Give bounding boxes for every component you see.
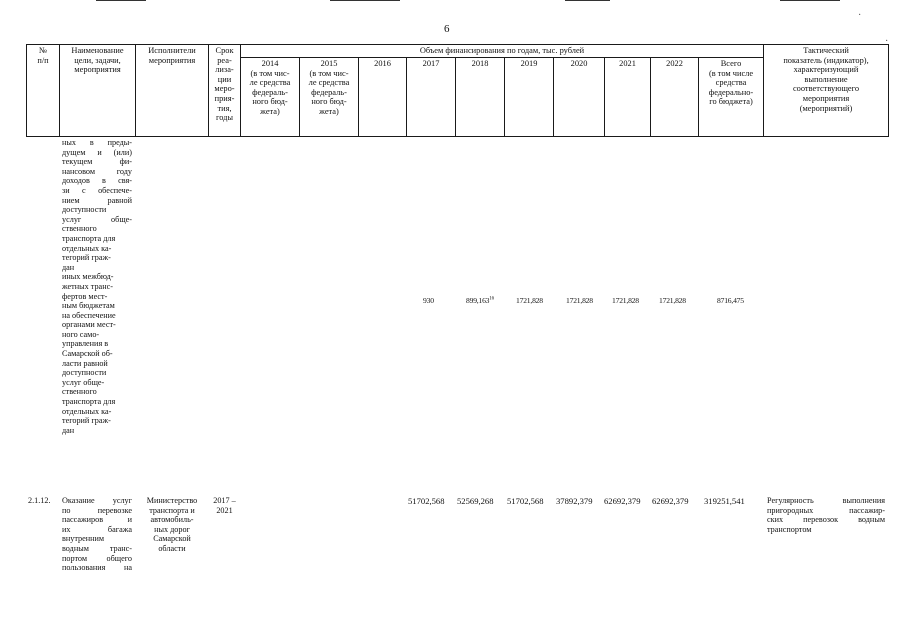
page-number: 6 bbox=[444, 23, 450, 35]
scan-artifact-line bbox=[565, 0, 610, 1]
value-2018: 52569,268 bbox=[457, 496, 494, 506]
header-name: Наименование цели, задачи, мероприятия bbox=[71, 46, 124, 75]
value-2022: 62692,379 bbox=[652, 496, 689, 506]
scan-speck: · bbox=[885, 36, 889, 47]
value-2022: 1721,828 bbox=[659, 296, 686, 305]
header-2014: 2014 (в том чис- ле средства федераль- ного бюд- жета) bbox=[249, 59, 291, 116]
value-2020: 1721,828 bbox=[566, 296, 593, 305]
value-2021: 62692,379 bbox=[604, 496, 641, 506]
header-executor: Исполнители мероприятия bbox=[148, 46, 196, 65]
value-2021: 1721,828 bbox=[612, 296, 639, 305]
header-2022: 2022 bbox=[666, 59, 683, 68]
scan-speck: · bbox=[858, 10, 862, 21]
header-2020: 2020 bbox=[570, 59, 588, 68]
continued-activity-text: ных в преды- дущем и (или) текущем фи- нансовом году доходов в свя- зи с обеспече- нием равной доступности услуг обще- ственного транспорта для отдельных ка- тегорий граж- дан иных межбюд- жетных транс- фертов мест- ным бюджетам на обеспечение органами мест- ного само- управления в Самарской об- ласти равной доступности услуг обще- ственного транспорта для отдельных ка- тегорий граж- дан bbox=[62, 138, 132, 435]
row-term: 2017 – 2021 bbox=[213, 496, 236, 515]
scan-artifact-line bbox=[780, 0, 840, 1]
value-total: 319251,541 bbox=[704, 496, 745, 506]
header-indicator: Тактический показатель (индикатор), характеризующий выполнение соответствующего мероприятия (мероприятий) bbox=[783, 46, 869, 113]
row-activity-name: Оказание услуг по перевозке пассажиров и их багажа внутренним водным транс- портом общего пользования на bbox=[62, 496, 132, 573]
scan-artifact-line bbox=[96, 0, 146, 1]
header-2015: 2015 (в том чис- ле средства федераль- ного бюд- жета) bbox=[308, 59, 350, 116]
row-indicator: Регулярность выполнения пригородных пассажир- ских перевозок водным транспортом bbox=[767, 496, 885, 534]
value-2019: 1721,828 bbox=[516, 296, 543, 305]
header-2016: 2016 bbox=[374, 59, 391, 68]
row-number: 2.1.12. bbox=[28, 496, 51, 505]
header-2019: 2019 bbox=[520, 59, 538, 68]
header-term: Срок реа- лиза- ции меро- прия- тия, годы bbox=[214, 46, 235, 123]
header-total: Всего (в том числе средства федерально- го бюджета) bbox=[708, 59, 754, 107]
header-2018: 2018 bbox=[471, 59, 489, 68]
footnote-ref: 16 bbox=[489, 296, 494, 302]
value-2019: 51702,568 bbox=[507, 496, 544, 506]
scan-artifact-line bbox=[330, 0, 400, 1]
value-2018: 899,163$^{16}$ bbox=[466, 296, 494, 305]
header-2021: 2021 bbox=[619, 59, 636, 68]
header-number: № п/п bbox=[37, 46, 49, 65]
header-2017: 2017 bbox=[422, 59, 440, 68]
value-2017: 930 bbox=[423, 296, 434, 305]
header-funding-title: Объем финансирования по годам, тыс. рублей bbox=[419, 46, 585, 55]
row-executor: Министерство транспорта и автомобиль- ных дорог Самарской области bbox=[146, 496, 198, 553]
value-2017: 51702,568 bbox=[408, 496, 445, 506]
value-total: 8716,475 bbox=[717, 296, 744, 305]
value-2020: 37892,379 bbox=[556, 496, 593, 506]
